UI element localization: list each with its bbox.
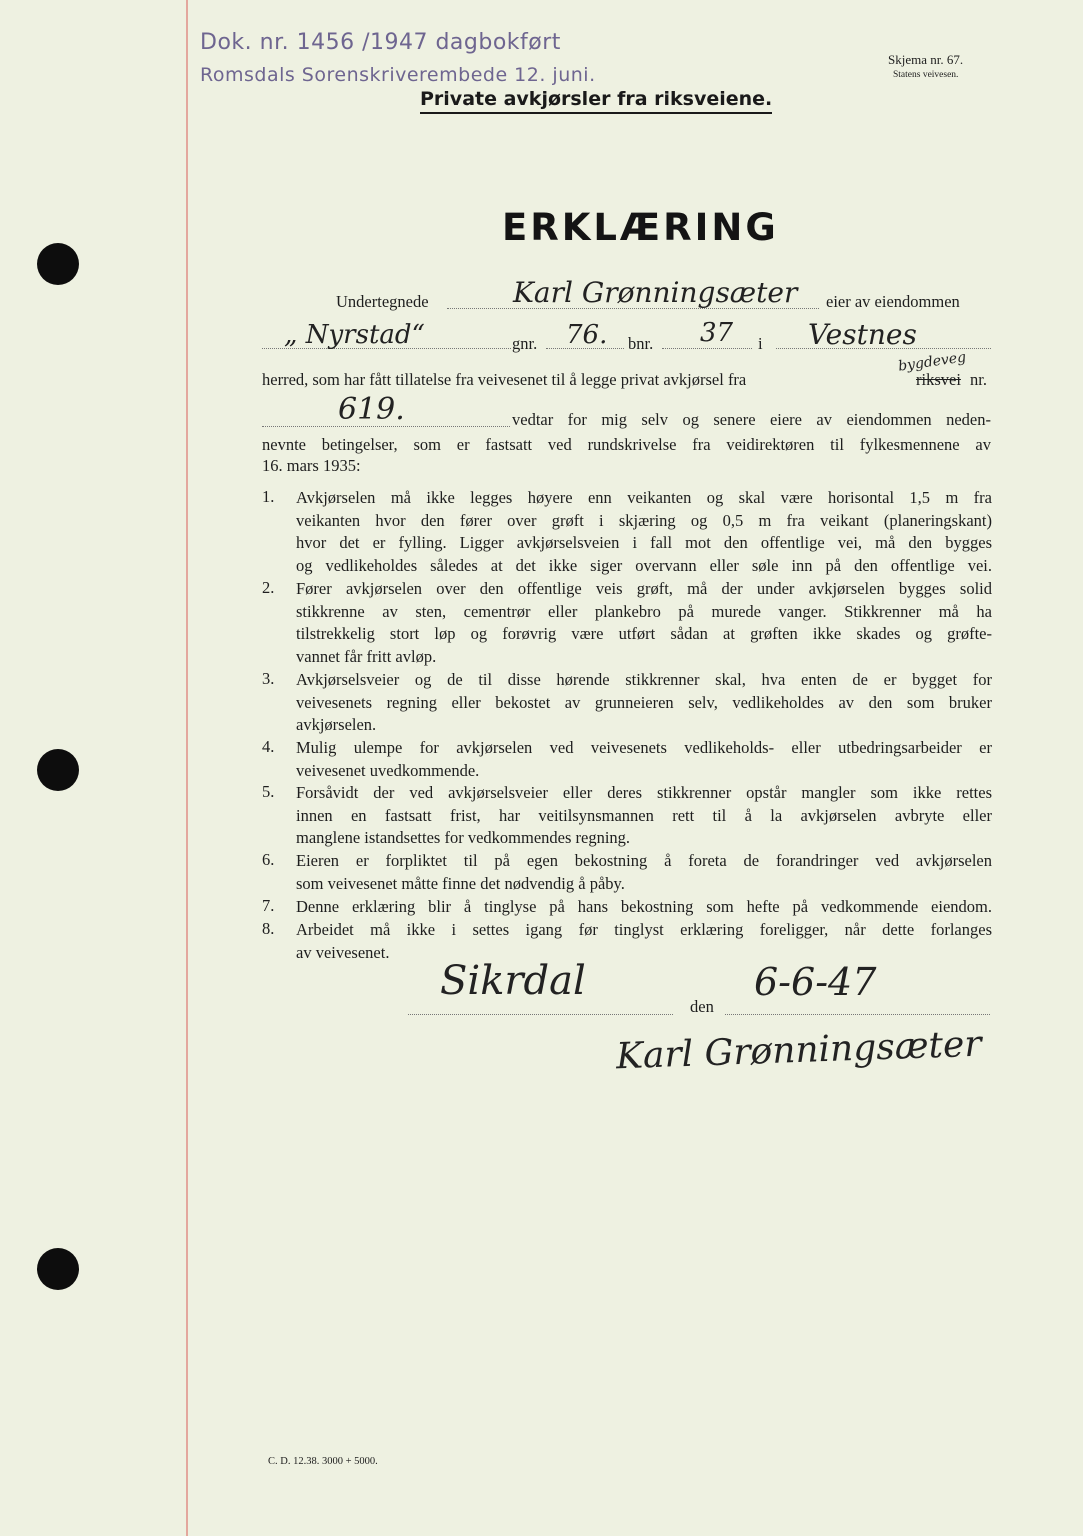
vedtar-line: vedtar for mig selv og senere eiere av eiendommen neden- [512,410,991,429]
punch-hole-bottom [37,1248,79,1290]
nr-label: nr. [970,370,987,389]
condition-line: tilstrekkelig stort løp og forøvrig være utført sådan at grøften ikke skades og grøfte- [296,624,992,644]
condition-line: Arbeidet må ikke i settes igang før tinglyst erklæring foreligger, når dette forlanges [296,920,992,939]
signature-handwritten: Karl Grønningsæter [615,1023,983,1078]
condition-number: 6. [262,850,275,869]
condition-line: Fører avkjørselen over den offentlige veis grøft, må der under avkjørselen bygges solid [296,579,992,598]
condition-number: 7. [262,896,275,915]
header-title: Private avkjørsler fra riksveiene. [420,88,772,114]
registry-stamp-line1: Dok. nr. 1456 /1947 dagbokført [200,30,561,55]
gnr-value: 76. [566,320,608,350]
condition-line: avkjørselen. [296,715,377,735]
condition-line: Forsåvidt der ved avkjørselsveier eller deres stikkrenner opstår mangler som ikke rettes [296,783,992,802]
place-line [408,1014,673,1015]
municipality-handwritten: Vestnes [808,318,917,351]
condition-line: Avkjørselen må ikke legges høyere enn veikanten og skal være horisontal 1,5 m fra [296,488,992,507]
place-handwritten: Sikrdal [440,958,586,1004]
condition-line: Mulig ulempe for avkjørselen ved veivesenets vedlikeholds- eller utbedringsarbeider er [296,738,992,757]
form-number: Skjema nr. 67. [888,52,964,67]
condition-line: veivesenets regning eller bekostet av grunneieren selv, vedlikeholdes av den som bruker [296,692,992,712]
condition-text [296,782,992,850]
condition-line: hvor det er fylling. Ligger avkjørselsveien i fall mot den offentlige vei, må den bygges [296,533,992,553]
condition-line: som veivesenet måtte finne det nødvendig å påby. [296,873,625,893]
margin-rule [186,0,188,1536]
condition-number: 1. [262,487,275,506]
condition-line: Eieren er forpliktet til på egen bekostning å foreta de forandringer ved avkjørselen [296,851,992,870]
punch-hole-top [37,243,79,285]
i-label: i [758,334,763,353]
form-authority: Statens veivesen. [893,70,959,80]
condition-line: vannet får fritt avløp. [296,646,437,666]
registry-stamp-line2: Romsdals Sorenskriverembede 12. juni. [200,64,596,86]
condition-number: 3. [262,669,275,688]
bnr-line [662,348,752,349]
date-line [725,1014,990,1015]
eier-label: eier av eiendommen [826,292,960,311]
bnr-value: 37 [700,318,734,348]
condition-text [296,487,992,577]
document-title: ERKLÆRING [502,206,779,249]
condition-line: stikkrenne av sten, cementrør eller plankebro på murede vanger. Stikkrenner må ha [296,601,992,621]
date-handwritten: 6-6-47 [754,960,877,1004]
condition-number: 5. [262,782,275,801]
print-code: C. D. 12.38. 3000 + 5000. [268,1456,378,1467]
condition-text [296,850,992,895]
bnr-label: bnr. [628,334,654,353]
condition-number: 4. [262,737,275,756]
condition-number: 8. [262,919,275,938]
condition-text [296,737,992,782]
condition-text [296,578,992,668]
condition-text [296,919,992,964]
road-number: 619. [338,392,405,427]
condition-line: innen en fastsatt frist, har veitilsynsmannen rett til å la avkjørselen avbryte eller [296,805,992,825]
riksvei-struck: riksvei [916,370,961,389]
condition-line: Denne erklæring blir å tinglyse på hans bekostning som hefte på vedkommende eiendom. [296,897,992,916]
condition-text [296,896,992,919]
decree-date-line: 16. mars 1935: [262,456,361,475]
condition-text [296,669,992,737]
condition-line: veivesenet uvedkommende. [296,760,480,780]
condition-line: av veivesenet. [296,942,390,962]
condition-number: 2. [262,578,275,597]
property-handwritten: „ Nyrstad“ [284,320,425,350]
undertegnede-label: Undertegnede [336,292,429,311]
gnr-label: gnr. [512,334,538,353]
betingelser-line: nevnte betingelser, som er fastsatt ved rundskrivelse fra veidirektøren til fylkesmennene av [262,435,991,454]
herred-text: herred, som har fått tillatelse fra veivesenet til å legge privat avkjørsel fra [262,370,747,389]
condition-line: Avkjørselsveier og de til disse hørende stikkrenner skal, hva enten de er bygget for [296,670,992,689]
condition-line: og vedlikeholdes således at det ikke siger overvann eller søle inn på den offentlige vei. [296,555,992,575]
condition-line: manglene istandsettes for vedkommendes regning. [296,828,631,848]
punch-hole-middle [37,749,79,791]
name-handwritten: Karl Grønningsæter [513,276,798,309]
condition-line: veikanten hvor den fører over grøft i skjæring og 0,5 m fra veikant (planeringskant) [296,510,992,530]
den-label: den [690,997,714,1016]
road-type-handwritten: bygdeveg [897,349,968,375]
